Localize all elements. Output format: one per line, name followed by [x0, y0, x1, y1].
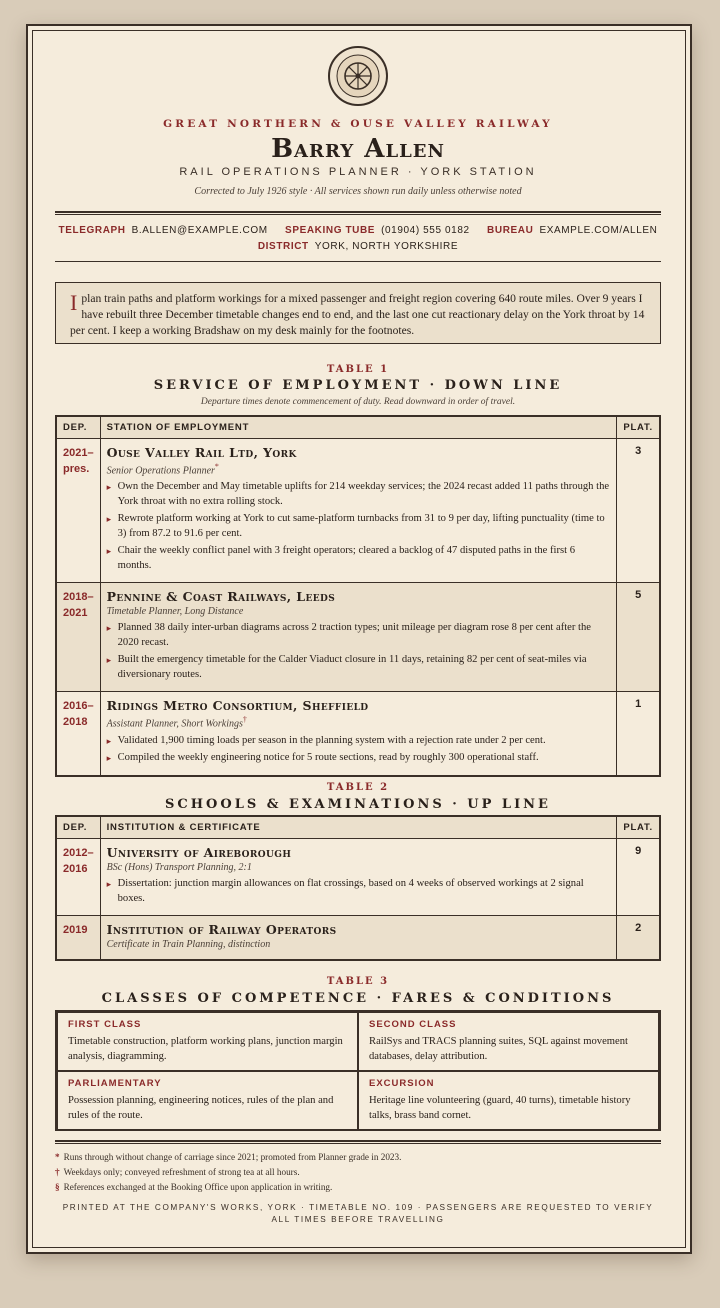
wheel-icon: [328, 46, 388, 106]
table-row: [56, 439, 660, 583]
table-header-row: [56, 416, 660, 439]
plat-cell: 3: [617, 439, 660, 583]
plat-cell: 9: [617, 839, 660, 916]
education-table: [55, 815, 661, 961]
dep-end: 2021: [63, 607, 88, 620]
plat-cell: 2: [617, 916, 660, 960]
dep-end: 2016: [63, 863, 88, 875]
footnote-mark: §: [55, 1182, 60, 1192]
col-dep: DEP.: [56, 416, 100, 439]
employer-name: Pennine & Coast Railways, Leeds: [106, 589, 336, 605]
dep-start: 2021–: [63, 447, 94, 459]
table-row: [56, 916, 660, 960]
table-header-row: [56, 816, 660, 839]
institution-name: University of Aireborough: [106, 845, 292, 860]
col-station: STATION OF EMPLOYMENT: [100, 416, 617, 439]
contact-line-2: [55, 241, 661, 252]
skill-cell: [358, 1012, 659, 1071]
footnote-rule: [55, 1140, 661, 1144]
footnote-mark: †: [242, 715, 247, 725]
list-item: ▸ Built the emergency timetable for the Calder Viaduct closure in 11 days, retaining 82 per cent of seat-miles via diversionary routes.: [107, 653, 611, 682]
employer-name: Ouse Valley Rail Ltd, York: [106, 445, 297, 460]
footnote: [55, 1165, 661, 1180]
footnote: [55, 1180, 661, 1195]
footnotes: [55, 1150, 661, 1195]
table-1-subtitle: Departure times denote commencement of duty. Read downward in order of travel.: [200, 397, 516, 407]
list-item: ▸ Validated 1,900 timing loads per season in the planning system with a rejection rate under 2 per cent.: [107, 734, 611, 749]
table-row: [56, 692, 660, 776]
footnote-mark: *: [55, 1152, 60, 1162]
table-row: [56, 839, 660, 916]
bullet-list: [107, 480, 611, 573]
table-2-title: SCHOOLS & EXAMINATIONS · UP LINE: [165, 797, 551, 812]
telegraph-label: TELEGRAPH: [58, 225, 126, 236]
dep-cell: [56, 583, 100, 692]
col-plat: PLAT.: [617, 816, 660, 839]
footnote: [55, 1150, 661, 1165]
dep-end: 2018: [63, 716, 88, 729]
skill-class-label: PARLIAMENTARY: [68, 1078, 162, 1089]
timetable-sheet: [26, 24, 692, 1254]
table-1-title: SERVICE OF EMPLOYMENT · DOWN LINE: [153, 378, 563, 393]
employment-table: [55, 415, 661, 777]
list-item: ▸ Rewrote platform working at York to cut same-platform turnbacks from 31 to 9 per day, lifting punctuality (time to 3) from 87.2 to 91.6 per cent.: [107, 512, 611, 541]
certificate: BSc (Hons) Transport Planning, 2:1: [106, 862, 252, 873]
institution-name: Institution of Railway Operators: [106, 922, 337, 937]
bureau-link[interactable]: EXAMPLE.COM/ALLEN: [539, 225, 658, 236]
plat-cell: 5: [617, 583, 660, 692]
speaking-tube-label: SPEAKING TUBE: [285, 225, 376, 236]
list-item: ▸ Chair the weekly conflict panel with 3 freight operators; cleared a backlog of 47 disputed paths in the first 6 months.: [107, 544, 611, 573]
skills-grid: [55, 1010, 661, 1131]
skill-cell: [57, 1012, 358, 1071]
footnote-text: Runs through without change of carriage since 2021; promoted from Planner grade in 2023.: [63, 1152, 402, 1162]
table-3-title: CLASSES OF COMPETENCE · FARES & CONDITIONS: [101, 991, 615, 1006]
dep-cell: [56, 439, 100, 583]
table-2-number: TABLE 2: [326, 782, 390, 793]
footnote-text: References exchanged at the Booking Office upon application in writing.: [63, 1182, 333, 1192]
station-cell: [100, 692, 617, 776]
station-cell: [100, 439, 617, 583]
table-3-number: TABLE 3: [326, 976, 390, 987]
table-1-number: TABLE 1: [326, 364, 390, 375]
skill-class-label: EXCURSION: [369, 1078, 435, 1089]
contact-rule: [55, 261, 661, 262]
plat-cell: 1: [617, 692, 660, 776]
list-item: ▸ Planned 38 daily inter-urban diagrams across 2 traction types; unit mileage per diagram rose 8 per cent after the 2020 recast.: [107, 621, 611, 650]
col-dep: DEP.: [56, 816, 100, 839]
dep-cell: [56, 839, 100, 916]
skill-description: Heritage line volunteering (guard, 40 turns), timetable history talks, brass band cornet.: [369, 1095, 631, 1121]
skill-cell: [57, 1071, 358, 1130]
dep-end: pres.: [63, 463, 90, 475]
summary-dropcap: I: [70, 290, 78, 315]
skill-cell: [358, 1071, 659, 1130]
skill-description: Timetable construction, platform working plans, junction margin analysis, diagramming.: [68, 1036, 343, 1062]
dep-start: 2016–: [63, 700, 94, 713]
skill-class-label: SECOND CLASS: [369, 1019, 457, 1030]
list-item: ▸ Own the December and May timetable uplifts for 214 weekday services; the 2024 recast added 11 paths through the York throat with no extra rolling stock.: [107, 480, 611, 509]
summary-text: plan train paths and platform workings for a mixed passenger and freight region covering 640 route miles. Over 9 years I have rebuilt three December timetable changes end to end, and the last one cut reactionary delay on the York throat by 14 per cent. I keep a working Bradshaw on my desk mainly for the footnotes.: [70, 292, 645, 337]
footnote-mark: †: [55, 1167, 60, 1177]
bureau-label: BUREAU: [487, 225, 534, 236]
station-cell: [100, 583, 617, 692]
dep-start: 2018–: [63, 591, 94, 604]
printer-imprint: PRINTED AT THE COMPANY'S WORKS, YORK · TIMETABLE NO. 109 · PASSENGERS ARE REQUESTED TO VERIFY ALL TIMES BEFORE TRAVELLING: [62, 1203, 654, 1224]
job-title-text: Assistant Planner, Short Workings: [106, 718, 243, 730]
employer-name: Ridings Metro Consortium, Sheffield: [106, 698, 369, 714]
telegraph-link[interactable]: B.ALLEN@EXAMPLE.COM: [131, 225, 268, 236]
contact-line-1: [55, 225, 661, 236]
list-item: ▸ Dissertation: junction margin allowances on flat crossings, based on 4 weeks of observed workings at 2 signal boxes.: [107, 877, 611, 906]
dep-start: 2019: [63, 924, 88, 936]
institution-cell: [100, 916, 617, 960]
job-title-text: Timetable Planner, Long Distance: [106, 606, 244, 618]
dep-start: 2012–: [63, 847, 94, 859]
certificate: Certificate in Train Planning, distinction: [106, 939, 271, 950]
corrected-note: Corrected to July 1926 style · All services shown run daily unless otherwise noted: [194, 186, 522, 197]
railway-name: GREAT NORTHERN & OUSE VALLEY RAILWAY: [163, 118, 553, 130]
bullet-list: [107, 734, 611, 766]
district-value: YORK, NORTH YORKSHIRE: [314, 241, 459, 252]
col-institution: INSTITUTION & CERTIFICATE: [100, 816, 617, 839]
header-rule: [55, 211, 661, 215]
job-title: [107, 462, 611, 476]
skill-description: Possession planning, engineering notices, rules of the plan and rules of the route.: [68, 1095, 334, 1121]
bullet-list: [107, 621, 611, 682]
job-title: [107, 715, 611, 729]
job-title-text: Senior Operations Planner: [106, 465, 215, 477]
dep-cell: [56, 916, 100, 960]
footnote-text: Weekdays only; conveyed refreshment of strong tea at all hours.: [63, 1167, 300, 1177]
phone-value: (01904) 555 0182: [381, 225, 470, 236]
skill-description: RailSys and TRACS planning suites, SQL against movement databases, delay attribution.: [369, 1036, 628, 1062]
district-label: DISTRICT: [257, 241, 309, 252]
footnote-mark: *: [214, 462, 219, 471]
skill-class-label: FIRST CLASS: [68, 1019, 142, 1030]
role-line: RAIL OPERATIONS PLANNER · YORK STATION: [179, 166, 537, 178]
summary-box: [55, 282, 661, 344]
table-row: [56, 583, 660, 692]
bullet-list: [107, 877, 611, 906]
institution-cell: [100, 839, 617, 916]
dep-cell: [56, 692, 100, 776]
job-title: [107, 606, 611, 617]
list-item: ▸ Compiled the weekly engineering notice for 5 route sections, read by roughly 300 operational staff.: [107, 751, 611, 766]
col-plat: PLAT.: [617, 416, 660, 439]
person-name: Barry Allen: [271, 134, 445, 164]
